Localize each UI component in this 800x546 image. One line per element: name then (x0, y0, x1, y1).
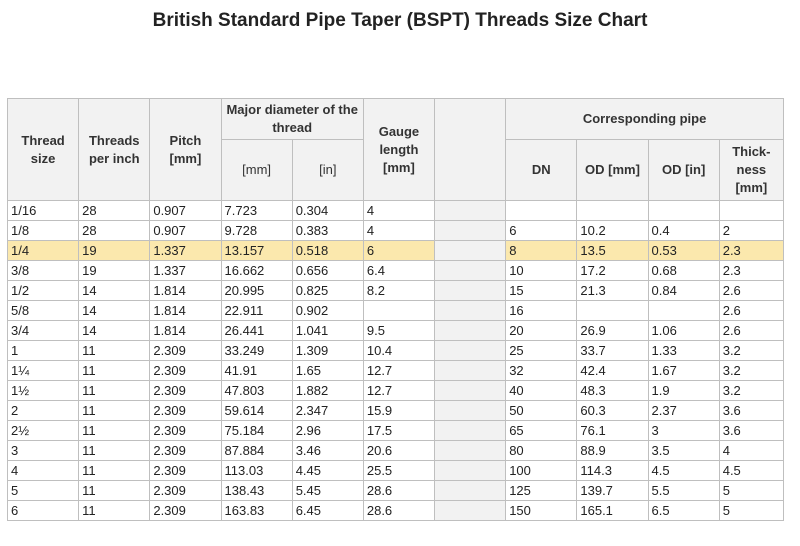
cell-od-in: 3.5 (648, 441, 719, 461)
separator-cell (435, 241, 506, 261)
cell-threads-per-inch: 14 (79, 321, 150, 341)
cell-pitch: 2.309 (150, 481, 221, 501)
cell-gauge-length: 28.6 (363, 481, 434, 501)
cell-thickness: 2.6 (719, 321, 783, 341)
cell-major-in: 0.518 (292, 241, 363, 261)
cell-major-in: 3.46 (292, 441, 363, 461)
cell-dn: 40 (506, 381, 577, 401)
separator-cell (435, 341, 506, 361)
cell-thickness: 2.6 (719, 281, 783, 301)
cell-major-in: 4.45 (292, 461, 363, 481)
cell-threads-per-inch: 14 (79, 281, 150, 301)
cell-od-mm: 165.1 (577, 501, 648, 521)
cell-major-mm: 163.83 (221, 501, 292, 521)
cell-threads-per-inch: 28 (79, 201, 150, 221)
cell-major-in: 0.902 (292, 301, 363, 321)
cell-pitch: 1.337 (150, 241, 221, 261)
header-threads-per-inch: Threads per inch (79, 99, 150, 201)
cell-thickness: 4 (719, 441, 783, 461)
cell-gauge-length: 4 (363, 221, 434, 241)
cell-gauge-length: 9.5 (363, 321, 434, 341)
cell-pitch: 1.814 (150, 321, 221, 341)
cell-od-mm (577, 301, 648, 321)
cell-pitch: 2.309 (150, 361, 221, 381)
cell-pitch: 2.309 (150, 341, 221, 361)
table-row (8, 461, 784, 481)
cell-major-mm: 113.03 (221, 461, 292, 481)
separator-cell (435, 261, 506, 281)
separator-cell (435, 501, 506, 521)
cell-thread-size: 1/4 (8, 241, 79, 261)
cell-dn: 150 (506, 501, 577, 521)
cell-threads-per-inch: 11 (79, 361, 150, 381)
cell-threads-per-inch: 11 (79, 341, 150, 361)
cell-major-in: 1.65 (292, 361, 363, 381)
cell-gauge-length: 12.7 (363, 381, 434, 401)
cell-major-in: 0.825 (292, 281, 363, 301)
separator-cell (435, 421, 506, 441)
table-row (8, 381, 784, 401)
table-row (8, 321, 784, 341)
cell-thread-size: 1/2 (8, 281, 79, 301)
table-row (8, 221, 784, 241)
table-row (8, 361, 784, 381)
cell-dn: 50 (506, 401, 577, 421)
cell-od-in: 1.9 (648, 381, 719, 401)
cell-pitch: 2.309 (150, 461, 221, 481)
cell-threads-per-inch: 14 (79, 301, 150, 321)
table-row (8, 281, 784, 301)
cell-major-in: 0.656 (292, 261, 363, 281)
table-row (8, 421, 784, 441)
cell-dn: 8 (506, 241, 577, 261)
cell-major-in: 0.383 (292, 221, 363, 241)
cell-thread-size: 1/16 (8, 201, 79, 221)
cell-od-mm: 48.3 (577, 381, 648, 401)
cell-od-in: 6.5 (648, 501, 719, 521)
cell-dn: 6 (506, 221, 577, 241)
table-row (8, 401, 784, 421)
cell-thread-size: 1 (8, 341, 79, 361)
cell-od-in: 1.67 (648, 361, 719, 381)
cell-pitch: 2.309 (150, 421, 221, 441)
header-corresponding-pipe: Corresponding pipe (506, 99, 784, 140)
cell-threads-per-inch: 11 (79, 501, 150, 521)
cell-threads-per-inch: 28 (79, 221, 150, 241)
cell-od-mm: 26.9 (577, 321, 648, 341)
cell-gauge-length: 6 (363, 241, 434, 261)
cell-dn (506, 201, 577, 221)
cell-thickness: 5 (719, 501, 783, 521)
header-od-in: OD [in] (648, 140, 719, 201)
cell-gauge-length: 25.5 (363, 461, 434, 481)
cell-major-mm: 22.911 (221, 301, 292, 321)
cell-thickness: 3.6 (719, 401, 783, 421)
header-thickness: Thick-ness [mm] (719, 140, 783, 201)
cell-gauge-length: 28.6 (363, 501, 434, 521)
cell-dn: 15 (506, 281, 577, 301)
page-title: British Standard Pipe Taper (BSPT) Threads Size Chart (152, 10, 648, 31)
table-row (8, 501, 784, 521)
header-gauge-length: Gauge length [mm] (363, 99, 434, 201)
separator-cell (435, 321, 506, 341)
cell-major-mm: 87.884 (221, 441, 292, 461)
header-thread-size: Thread size (8, 99, 79, 201)
cell-thread-size: 4 (8, 461, 79, 481)
cell-thickness: 3.2 (719, 341, 783, 361)
bspt-size-table (7, 98, 784, 521)
separator-cell (435, 221, 506, 241)
cell-thickness: 4.5 (719, 461, 783, 481)
separator-cell (435, 381, 506, 401)
cell-thread-size: 3/4 (8, 321, 79, 341)
cell-major-mm: 47.803 (221, 381, 292, 401)
cell-od-mm: 21.3 (577, 281, 648, 301)
cell-thread-size: 5 (8, 481, 79, 501)
cell-gauge-length: 20.6 (363, 441, 434, 461)
cell-thread-size: 3/8 (8, 261, 79, 281)
cell-od-mm: 10.2 (577, 221, 648, 241)
cell-od-mm: 88.9 (577, 441, 648, 461)
cell-gauge-length: 15.9 (363, 401, 434, 421)
cell-thickness: 3.6 (719, 421, 783, 441)
cell-major-mm: 75.184 (221, 421, 292, 441)
table-row (8, 441, 784, 461)
cell-major-mm: 20.995 (221, 281, 292, 301)
header-major-mm: [mm] (221, 140, 292, 201)
cell-gauge-length: 6.4 (363, 261, 434, 281)
table-row (8, 241, 784, 261)
cell-od-in: 0.4 (648, 221, 719, 241)
separator-cell (435, 481, 506, 501)
cell-gauge-length: 10.4 (363, 341, 434, 361)
cell-thickness: 2.6 (719, 301, 783, 321)
cell-major-in: 0.304 (292, 201, 363, 221)
cell-od-in: 3 (648, 421, 719, 441)
cell-od-in: 1.06 (648, 321, 719, 341)
cell-major-in: 1.882 (292, 381, 363, 401)
cell-pitch: 2.309 (150, 501, 221, 521)
cell-dn: 16 (506, 301, 577, 321)
cell-pitch: 2.309 (150, 441, 221, 461)
table-row (8, 481, 784, 501)
cell-thread-size: 1½ (8, 381, 79, 401)
separator-cell (435, 361, 506, 381)
cell-dn: 25 (506, 341, 577, 361)
cell-dn: 125 (506, 481, 577, 501)
cell-od-mm: 42.4 (577, 361, 648, 381)
cell-thread-size: 1/8 (8, 221, 79, 241)
cell-major-in: 2.347 (292, 401, 363, 421)
cell-threads-per-inch: 11 (79, 401, 150, 421)
separator-column (435, 99, 506, 201)
cell-major-in: 1.041 (292, 321, 363, 341)
cell-od-mm: 17.2 (577, 261, 648, 281)
cell-thickness: 2.3 (719, 261, 783, 281)
cell-thickness: 2.3 (719, 241, 783, 261)
cell-od-mm: 60.3 (577, 401, 648, 421)
cell-gauge-length: 12.7 (363, 361, 434, 381)
cell-od-in: 5.5 (648, 481, 719, 501)
header-major-in: [in] (292, 140, 363, 201)
cell-major-mm: 59.614 (221, 401, 292, 421)
cell-major-mm: 138.43 (221, 481, 292, 501)
cell-thickness: 3.2 (719, 381, 783, 401)
table-body (8, 201, 784, 521)
table-row (8, 261, 784, 281)
cell-dn: 20 (506, 321, 577, 341)
cell-major-in: 5.45 (292, 481, 363, 501)
cell-pitch: 0.907 (150, 201, 221, 221)
cell-pitch: 1.814 (150, 281, 221, 301)
cell-major-mm: 41.91 (221, 361, 292, 381)
cell-thread-size: 6 (8, 501, 79, 521)
cell-od-in: 0.53 (648, 241, 719, 261)
cell-major-in: 6.45 (292, 501, 363, 521)
cell-thread-size: 2 (8, 401, 79, 421)
cell-major-mm: 9.728 (221, 221, 292, 241)
separator-cell (435, 281, 506, 301)
cell-major-mm: 33.249 (221, 341, 292, 361)
table-row (8, 341, 784, 361)
cell-od-mm: 139.7 (577, 481, 648, 501)
cell-od-in: 0.84 (648, 281, 719, 301)
cell-major-mm: 7.723 (221, 201, 292, 221)
cell-pitch: 1.337 (150, 261, 221, 281)
cell-od-mm: 114.3 (577, 461, 648, 481)
cell-gauge-length: 8.2 (363, 281, 434, 301)
cell-od-in: 0.68 (648, 261, 719, 281)
header-dn: DN (506, 140, 577, 201)
separator-cell (435, 301, 506, 321)
cell-thread-size: 1¼ (8, 361, 79, 381)
cell-pitch: 2.309 (150, 381, 221, 401)
cell-dn: 65 (506, 421, 577, 441)
cell-threads-per-inch: 11 (79, 441, 150, 461)
cell-major-mm: 26.441 (221, 321, 292, 341)
cell-thickness: 5 (719, 481, 783, 501)
separator-cell (435, 401, 506, 421)
cell-od-mm: 13.5 (577, 241, 648, 261)
cell-threads-per-inch: 11 (79, 481, 150, 501)
cell-thread-size: 3 (8, 441, 79, 461)
cell-od-in: 1.33 (648, 341, 719, 361)
cell-threads-per-inch: 11 (79, 421, 150, 441)
cell-thickness (719, 201, 783, 221)
cell-od-mm: 33.7 (577, 341, 648, 361)
cell-dn: 100 (506, 461, 577, 481)
table-row (8, 201, 784, 221)
cell-major-mm: 13.157 (221, 241, 292, 261)
cell-threads-per-inch: 11 (79, 461, 150, 481)
separator-cell (435, 461, 506, 481)
cell-threads-per-inch: 11 (79, 381, 150, 401)
cell-major-in: 1.309 (292, 341, 363, 361)
cell-dn: 80 (506, 441, 577, 461)
cell-threads-per-inch: 19 (79, 241, 150, 261)
cell-gauge-length (363, 301, 434, 321)
cell-od-in: 2.37 (648, 401, 719, 421)
cell-thread-size: 2½ (8, 421, 79, 441)
separator-cell (435, 201, 506, 221)
header-od-mm: OD [mm] (577, 140, 648, 201)
cell-thickness: 2 (719, 221, 783, 241)
cell-dn: 10 (506, 261, 577, 281)
cell-od-in (648, 201, 719, 221)
cell-gauge-length: 4 (363, 201, 434, 221)
cell-dn: 32 (506, 361, 577, 381)
separator-cell (435, 441, 506, 461)
cell-od-mm: 76.1 (577, 421, 648, 441)
cell-gauge-length: 17.5 (363, 421, 434, 441)
cell-major-mm: 16.662 (221, 261, 292, 281)
cell-od-in (648, 301, 719, 321)
table-row (8, 301, 784, 321)
cell-od-in: 4.5 (648, 461, 719, 481)
cell-pitch: 0.907 (150, 221, 221, 241)
cell-pitch: 2.309 (150, 401, 221, 421)
header-pitch: Pitch [mm] (150, 99, 221, 201)
cell-major-in: 2.96 (292, 421, 363, 441)
cell-thickness: 3.2 (719, 361, 783, 381)
header-major-diameter: Major diameter of the thread (221, 99, 363, 140)
cell-thread-size: 5/8 (8, 301, 79, 321)
cell-pitch: 1.814 (150, 301, 221, 321)
cell-threads-per-inch: 19 (79, 261, 150, 281)
cell-od-mm (577, 201, 648, 221)
